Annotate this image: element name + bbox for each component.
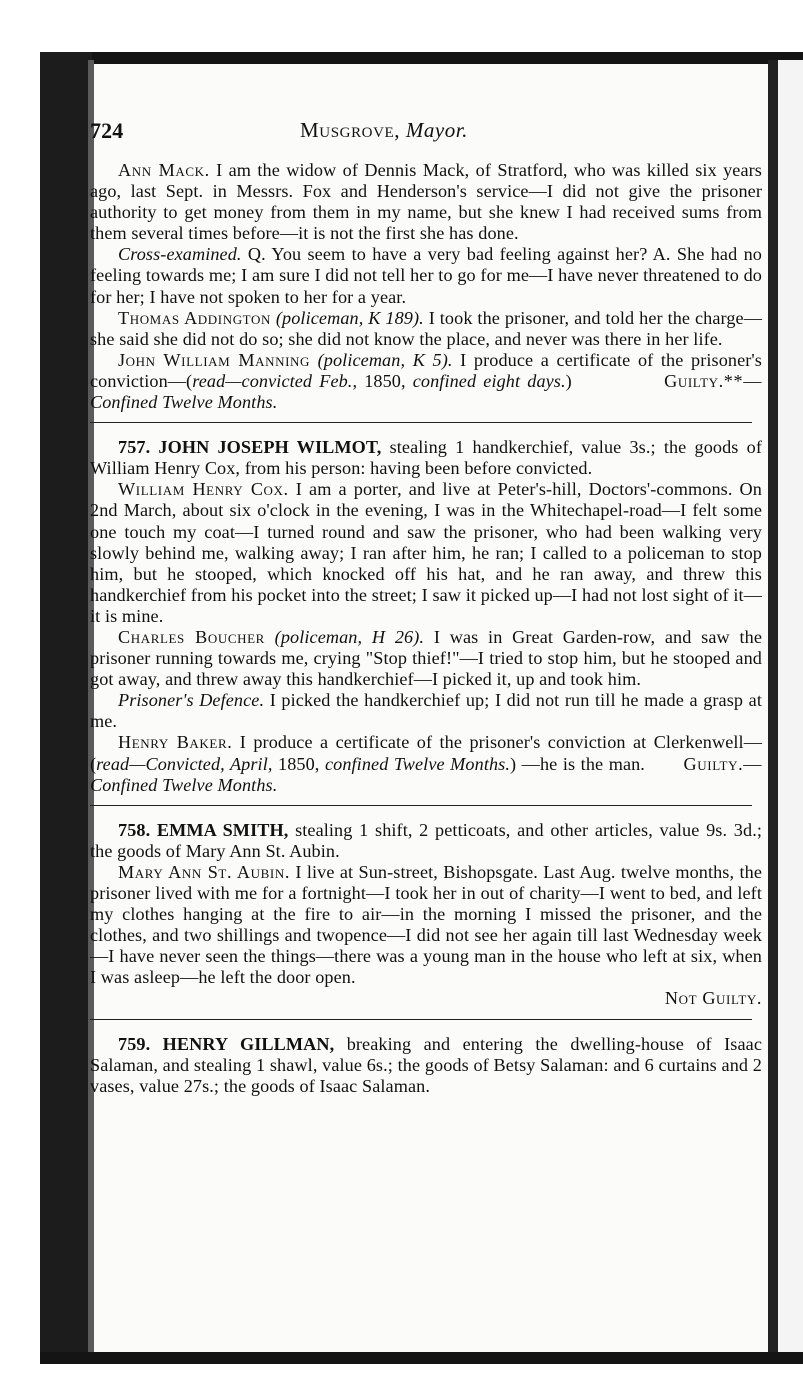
- record-year: 1850,: [278, 753, 320, 774]
- testimony-text: I am a porter, and live at Peter's-hill, Doctors'-commons. On 2nd March, about six o'clock in the evening, I was in the Whitechapel-road—I felt some one touch my coat—I turned round and saw the prisoner, who had been walking very slowly behind me, walking away; I ran after him, he ran; I called to a policeman to stop him, but he stooped, which knocked off his hat, and he ran away, and threw this handkerchief from his pocket into the street; I saw it picked up—I had not lost sight of it—it is mine.: [90, 479, 762, 626]
- prisoner-defence: [90, 690, 762, 732]
- sentence: Confined Twelve Months.: [90, 392, 278, 413]
- defence-text: I picked the handkerchief up; I did not run till he made a grasp at me.: [90, 690, 762, 732]
- record-reference: read—convicted Feb.,: [192, 370, 358, 391]
- case-divider: [90, 805, 752, 806]
- case-title: 759. HENRY GILLMAN,: [118, 1033, 335, 1054]
- case-759: [90, 1034, 762, 1097]
- page-number: 724: [90, 118, 124, 143]
- witness-role: (policeman, K 5).: [317, 349, 453, 370]
- testimony-thomas-addington: [90, 308, 762, 350]
- page-header: [90, 120, 762, 160]
- verdict-line: [90, 988, 762, 1009]
- running-head: [300, 120, 468, 141]
- record-year: 1850,: [364, 370, 406, 391]
- witness-name: Henry Baker.: [118, 732, 233, 753]
- witness-role: (policeman, H 26).: [274, 626, 425, 647]
- testimony-text: I was in Great Garden-row, and saw the prisoner running towards me, crying "Stop thief!"—I tried to stop him, but he stooped and got away, and threw away this handkerchief—I picked it, up and took him.: [90, 626, 762, 690]
- testimony-end: ) —he is the man.: [510, 753, 645, 774]
- cross-examination: [90, 244, 762, 307]
- verdict: Not Guilty.: [664, 988, 762, 1009]
- witness-role: (policeman, K 189).: [275, 307, 424, 328]
- defence-label: Prisoner's Defence.: [118, 690, 265, 711]
- record-sentence: confined eight days.: [412, 370, 566, 391]
- case-charge: breaking and entering the dwelling-house of Isaac Salaman, and stealing 1 shawl, value 6s.; the goods of Betsy Salaman: and 6 curtains and 2 vases, value 27s.; the goods of Isaac Salaman.: [90, 1033, 762, 1096]
- witness-name: Charles Boucher: [118, 626, 265, 647]
- book-edge-right: [768, 60, 778, 1355]
- case-divider: [90, 422, 752, 423]
- verdict: Guilty.—: [683, 753, 763, 774]
- book-edge-bottom: [40, 1352, 803, 1364]
- case-charge: stealing 1 handkerchief, value 3s.; the goods of William Henry Cox, from his person: having been before convicted.: [90, 437, 762, 479]
- case-divider: [90, 1019, 752, 1020]
- testimony-text: I am the widow of Dennis Mack, of Stratford, who was killed six years ago, last Sept. in Messrs. Fox and Henderson's service—I did not give the prisoner authority to get money from them in my name, but she knew I had received sums from them several times before—it is not the first she has done.: [90, 160, 762, 244]
- case-title: 758. EMMA SMITH,: [118, 819, 289, 840]
- running-head-name: Musgrove,: [300, 118, 401, 142]
- testimony-ann-mack: [90, 160, 762, 244]
- witness-name: John William Manning: [118, 349, 311, 370]
- verdict: Guilty.**—: [664, 370, 762, 391]
- close-paren: ): [565, 370, 572, 391]
- scan-margin-right: [778, 60, 803, 1355]
- testimony-charles-boucher: [90, 627, 762, 690]
- witness-name: William Henry Cox.: [118, 479, 289, 500]
- running-head-title: Mayor.: [405, 118, 468, 142]
- witness-name: Mary Ann St. Aubin.: [118, 861, 290, 882]
- case-756-continuation: [90, 160, 762, 413]
- cross-examination-text: Q. You seem to have a very bad feeling against her? A. She had no feeling towards me; I am sure I did not tell her to go for me—I have never threatened to do for her; I have not spoken to her for a year.: [90, 244, 762, 307]
- testimony-text: I produce a certificate of the prisoner's conviction—(: [90, 349, 762, 391]
- case-heading: [90, 820, 762, 862]
- cross-examined-label: Cross-examined.: [118, 244, 242, 265]
- case-charge: stealing 1 shift, 2 petticoats, and other articles, value 9s. 3d.; the goods of Mary Ann St. Aubin.: [90, 819, 762, 861]
- case-758: [90, 820, 762, 1010]
- testimony-text: I live at Sun-street, Bishopsgate. Last Aug. twelve months, the prisoner lived with me for a fortnight—I took her in out of charity—I went to bed, and left my clothes hanging at the fire to air—in the morning I missed the prisoner, and the clothes, and two shillings and twopence—I did not see her again till last Wednesday week—I have never seen the things—there was a young man in the house who left at six, when I was asleep—he left the door open.: [90, 861, 762, 988]
- record-sentence: confined Twelve Months.: [324, 753, 510, 774]
- testimony-william-henry-cox: [90, 479, 762, 627]
- testimony-henry-baker: [90, 732, 762, 795]
- case-heading: [90, 437, 762, 479]
- testimony-john-william-manning: [90, 350, 762, 413]
- record-reference: read—Convicted, April,: [96, 753, 273, 774]
- case-757: [90, 437, 762, 796]
- testimony-text: I produce a certificate of the prisoner's conviction at Clerkenwell—(: [90, 732, 762, 774]
- scan-background: [0, 0, 803, 60]
- witness-name: Thomas Addington: [118, 307, 271, 328]
- page-content: [90, 60, 762, 1097]
- case-heading: [90, 1034, 762, 1097]
- case-title: 757. JOHN JOSEPH WILMOT,: [118, 437, 382, 458]
- book-spine-edge: [40, 52, 92, 1360]
- testimony-text: I took the prisoner, and told her the charge—she said she did not do so; she did not know the place, and never was there in her life.: [90, 307, 763, 349]
- sentence: Confined Twelve Months.: [90, 774, 278, 795]
- testimony-mary-ann-st-aubin: [90, 862, 762, 989]
- witness-name: Ann Mack.: [118, 160, 210, 180]
